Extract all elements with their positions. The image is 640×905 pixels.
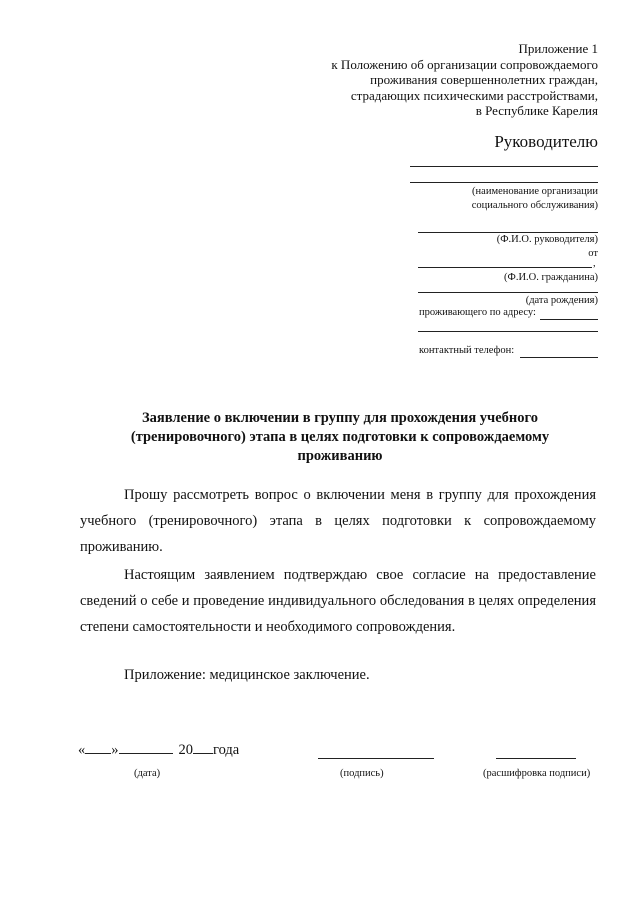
- title-line-2: (тренировочного) этапа в целях подготовки к сопровождаемому: [130, 429, 550, 445]
- address-label: проживающего по адресу:: [419, 307, 536, 318]
- citizen-name-line: [418, 267, 592, 268]
- birth-caption: (дата рождения): [525, 295, 598, 306]
- citizen-comma: ,: [593, 258, 596, 269]
- date-caption: (дата): [134, 768, 161, 779]
- day-blank: [85, 753, 111, 754]
- appendix-line-4: страдающих психическими расстройствами,: [350, 87, 598, 103]
- year-word: года: [213, 742, 240, 758]
- org-caption-line-2: социального обслуживания): [471, 200, 598, 211]
- appendix-line-1: Приложение 1: [518, 41, 598, 56]
- appendix-header: [331, 41, 598, 119]
- citizen-caption: (Ф.И.О. гражданина): [504, 272, 598, 283]
- birth-date-line: [418, 292, 598, 293]
- signature-decode-line: [496, 758, 576, 759]
- year-blank: [193, 753, 213, 754]
- date-close-quote: »: [111, 742, 119, 758]
- title-line-1: Заявление о включении в группу для прохождения учебного: [142, 410, 538, 426]
- appendix-line-5: в Республике Карелия: [475, 103, 598, 118]
- year-prefix: 20: [178, 742, 193, 758]
- paragraph-consent: Настоящим заявлением подтверждаю свое согласие на предоставление сведений о себе и проведение индивидуального обследования в целях определения степени самостоятельности и необходимого сопровождения.: [80, 567, 596, 635]
- signature-line: [318, 758, 434, 759]
- address-line-2: [418, 331, 598, 332]
- address-line-1: [540, 319, 598, 320]
- decode-caption: (расшифровка подписи): [483, 768, 591, 779]
- org-caption-line-1: (наименование организации: [472, 186, 598, 197]
- phone-line: [520, 357, 598, 358]
- phone-label: контактный телефон:: [419, 345, 515, 356]
- head-caption: (Ф.И.О. руководителя): [496, 234, 598, 245]
- org-name-line-2: [410, 182, 598, 183]
- attachment-note: Приложение: медицинское заключение.: [124, 667, 370, 683]
- month-blank: [119, 753, 173, 754]
- head-name-line: [418, 232, 598, 233]
- addressee-title: Руководителю: [494, 132, 598, 151]
- org-caption: [472, 185, 598, 213]
- appendix-line-2: к Положению об организации сопровождаемого: [331, 56, 598, 72]
- document-title: [80, 409, 600, 466]
- date-open-quote: «: [78, 742, 86, 758]
- date-field: [78, 742, 239, 759]
- signature-caption: (подпись): [340, 768, 384, 779]
- title-line-3: проживанию: [297, 448, 383, 464]
- appendix-line-3: проживания совершеннолетних граждан,: [370, 72, 598, 87]
- paragraph-request: Прошу рассмотреть вопрос о включении меня в группу для прохождения учебного (тренировочного) этапа в целях подготовки к сопровождаемому проживанию.: [80, 487, 596, 555]
- from-word: от: [588, 248, 598, 259]
- org-name-line-1: [410, 166, 598, 167]
